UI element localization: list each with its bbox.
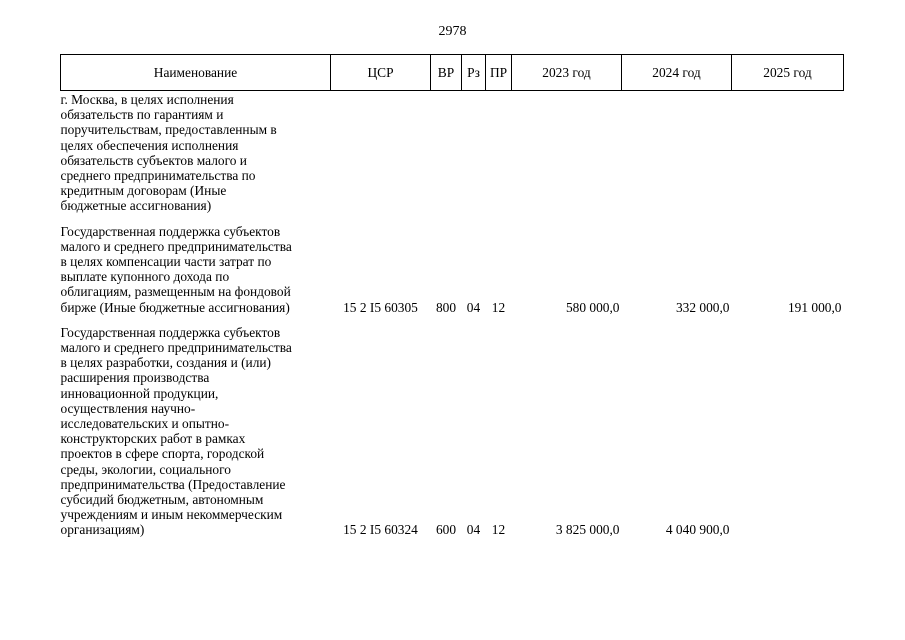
name-line: поручительствам, предоставленным в (60, 122, 277, 138)
header-2024: 2024 год (622, 55, 732, 91)
name-line: осуществления научно- (60, 400, 196, 416)
name-line: Государственная поддержка субъектов (60, 324, 281, 340)
row-name (61, 214, 331, 315)
name-line: среды, экологии, социального (60, 461, 231, 477)
name-line: облигациям, размещенным на фондовой (60, 284, 291, 300)
row-2023 (512, 91, 622, 214)
row-pr: 12 (491, 299, 506, 315)
name-line: конструкторских работ в рамках (60, 431, 246, 447)
header-2023: 2023 год (512, 55, 622, 91)
header-csr: ЦСР (331, 55, 431, 91)
name-line: выплате купонного дохода по (60, 269, 230, 285)
name-line: обязательств субъектов малого и (60, 152, 247, 168)
name-line: малого и среднего предпринимательства (60, 340, 292, 356)
row-vr: 800 (435, 299, 457, 315)
name-line: организациям) (60, 522, 145, 538)
name-line: в целях разработки, создания и (или) (60, 355, 272, 371)
row-2023: 3 825 000,0 (555, 522, 620, 538)
row-2025 (732, 91, 844, 214)
name-line: кредитным договорам (Иные (60, 183, 227, 199)
name-line: в целях компенсации части затрат по (60, 254, 272, 270)
row-name (61, 315, 331, 538)
name-line: целях обеспечения исполнения (60, 137, 239, 153)
name-line: субсидий бюджетным, автономным (60, 492, 264, 508)
name-line: инновационной продукции, (60, 385, 219, 401)
row-rz: 04 (466, 522, 481, 538)
row-vr: 600 (435, 522, 457, 538)
name-line: учреждениям и иным некоммерческим (60, 507, 283, 523)
name-line: Государственная поддержка субъектов (60, 223, 281, 239)
row-2025 (732, 315, 844, 538)
row-rz (462, 91, 486, 214)
row-vr (431, 91, 462, 214)
header-rz: Рз (462, 55, 486, 91)
row-name (61, 91, 331, 214)
name-line: расширения производства (60, 370, 210, 386)
header-pr: ПР (486, 55, 512, 91)
table-row (61, 214, 844, 315)
name-line: малого и среднего предпринимательства (60, 238, 292, 254)
row-rz: 04 (466, 299, 481, 315)
name-line: бюджетные ассигнования) (60, 198, 212, 214)
page-number: 2978 (438, 24, 467, 39)
name-line: проектов в сфере спорта, городской (60, 446, 265, 462)
row-2024: 4 040 900,0 (665, 522, 730, 538)
row-pr: 12 (491, 522, 506, 538)
header-name: Наименование (61, 55, 331, 91)
name-line: г. Москва, в целях исполнения (60, 92, 234, 107)
table-row (61, 315, 844, 538)
row-csr: 15 2 I5 60324 (343, 522, 418, 538)
header-vr: ВР (431, 55, 462, 91)
name-line: предпринимательства (Предоставление (60, 476, 286, 492)
row-csr: 15 2 I5 60305 (343, 299, 418, 315)
row-2023: 580 000,0 (565, 299, 620, 315)
row-2024: 332 000,0 (675, 299, 730, 315)
name-line: бирже (Иные бюджетные ассигнования) (60, 299, 290, 315)
row-2024 (622, 91, 732, 214)
budget-table (60, 54, 844, 538)
name-line: обязательств по гарантиям и (60, 107, 224, 123)
table-row (61, 91, 844, 214)
row-csr (331, 91, 431, 214)
header-2025: 2025 год (732, 55, 844, 91)
name-line: исследовательских и опытно- (60, 416, 230, 432)
row-pr (486, 91, 512, 214)
name-line: среднего предпринимательства по (60, 168, 256, 184)
table-header (61, 55, 844, 91)
row-2025: 191 000,0 (787, 299, 842, 315)
